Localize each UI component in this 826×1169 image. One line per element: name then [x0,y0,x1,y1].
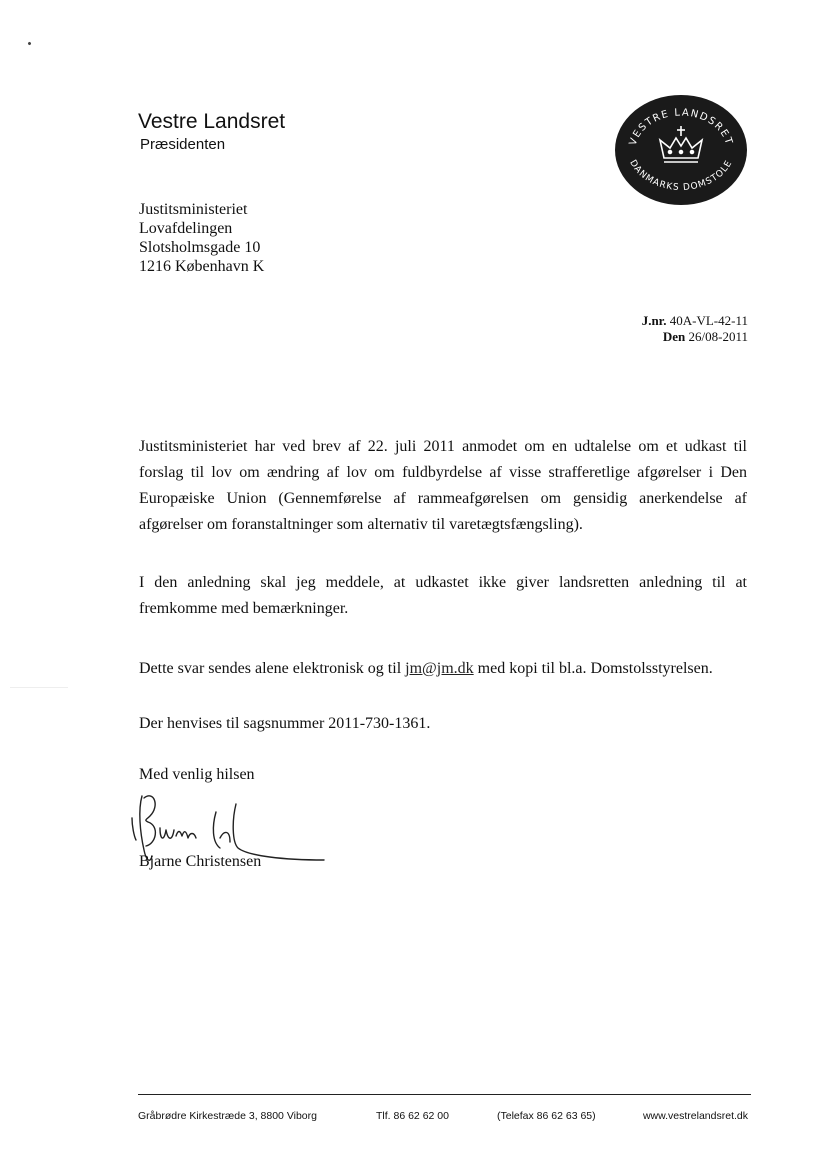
recipient-line: Lovafdelingen [139,220,233,237]
scan-speck [27,41,31,45]
email-link[interactable]: jm@jm.dk [405,660,474,677]
paragraph-3 [139,656,747,682]
footer-fax: (Telefax 86 62 63 65) [497,1110,596,1122]
paragraph-3-start: Dette svar sendes alene elektronisk og til [139,660,406,677]
closing-greeting: Med venlig hilsen [139,766,255,783]
paragraph-4: Der henvises til sagsnummer 2011-730-1361. [139,715,431,732]
seal-top-text: VESTRE LANDSRET [627,107,735,147]
recipient-address [139,200,264,276]
paragraph-1: Justitsministeriet har ved brev af 22. juli 2011 anmodet om en udtalelse om et udkast til forslag til lov om ændring af lov om fuldbyrdelse af visse strafferetlige afgørelser i Den Europæiske Union (Gennemførelse af rammeafgørelsen om gensidig anerkendelse af afgørelser om foranstaltninger som alternativ til varetægtsfængsling). [139,438,747,533]
recipient-line: Justitsministeriet [139,201,248,218]
date-label: Den [662,329,686,344]
footer-website[interactable]: www.vestrelandsret.dk [642,1110,748,1122]
court-seal-icon [614,94,748,206]
signer-name: Bjarne Christensen [139,853,262,870]
court-name: Vestre Landsret [138,110,286,133]
recipient-line: Slotsholmsgade 10 [139,239,261,256]
jnr-value: 40A-VL-42-11 [669,313,748,328]
jnr-label: J.nr. [641,313,667,328]
footer-address: Gråbrødre Kirkestræde 3, 8800 Viborg [138,1110,317,1122]
paragraph-3-end: med kopi til bl.a. Domstolsstyrelsen. [473,660,713,677]
scan-artifact-line [10,687,68,688]
reference-block [642,313,748,345]
date-value: 26/08-2011 [688,329,748,344]
seal-bottom-text: DANMARKS DOMSTOLE [627,158,735,194]
footer-phone: Tlf. 86 62 62 00 [376,1110,449,1122]
recipient-line: 1216 København K [139,258,265,275]
paragraph-2: I den anledning skal jeg meddele, at udkastet ikke giver landsretten anledning til at fremkomme med bemærkninger. [139,574,747,617]
footer-divider [138,1094,751,1095]
office-title: Præsidenten [140,136,226,153]
